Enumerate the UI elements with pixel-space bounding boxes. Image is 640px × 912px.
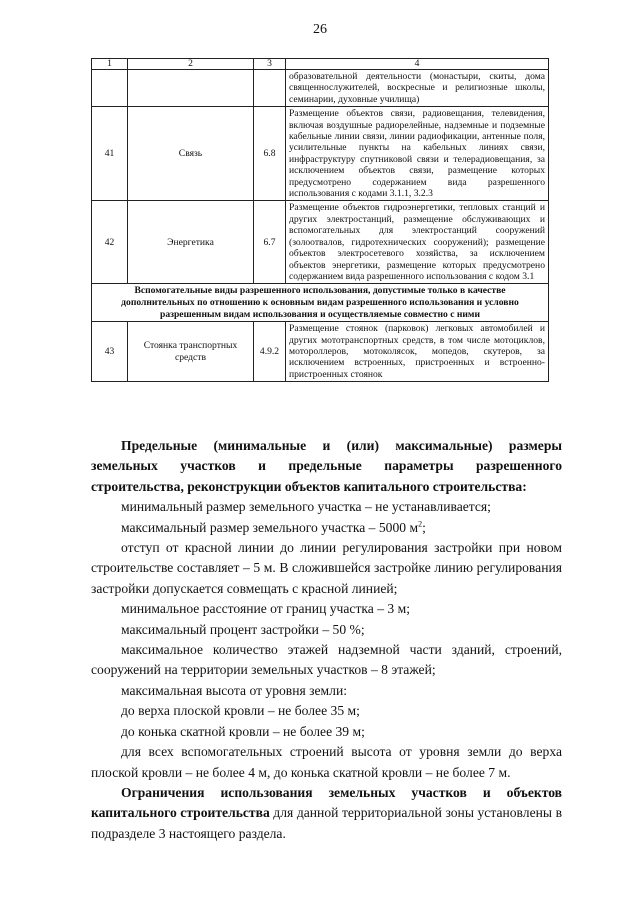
area-unit-superscript: 2: [418, 519, 423, 529]
restrictions-heading: Ограничения использования земельных участков и объектов капитального строительства: [91, 784, 562, 821]
table-row: [92, 201, 549, 284]
row-use-type: Энергетика: [128, 201, 254, 284]
pitched-roof-text: до конька скатной кровли – не более 39 м;: [121, 723, 365, 739]
table-row: [92, 107, 549, 201]
max-floors-text: максимальное количество этажей надземной части зданий, строений, сооружений на территории земельных участков – 8 этажей;: [91, 642, 562, 678]
row-code: 6.8: [254, 107, 286, 201]
row-description: Размещение объектов гидроэнергетики, тепловых станций и других электростанций, размещение обслуживающих и вспомогательных для электростанций сооружений (золоотвалов, гидротехнических сооружений); размещение объектов электросетевого хозяйства, за исключением объектов энергетики, размещение которых предусмотрено содержанием вида разрешенного использования с кодом 3.1: [286, 201, 549, 284]
aux-buildings-text: для всех вспомогательных строений высота от уровня земли до верха плоской кровли – не более 4 м, до конька скатной кровли – не более 7 м.: [91, 744, 562, 780]
land-use-table: [91, 58, 549, 382]
row-number: 42: [92, 201, 128, 284]
setback-text: отступ от красной линии до линии регулирования застройки при новом строительстве составляет – 5 м. В сложившейся застройке линию регулирования застройки допускается совмещать с красной линией;: [91, 540, 562, 596]
restrictions-text: [91, 783, 562, 844]
flat-roof-text: до верха плоской кровли – не более 35 м;: [121, 703, 360, 719]
table-row: [92, 322, 549, 382]
max-area-value: максимальный размер земельного участка – 5000 м: [121, 519, 419, 535]
row-description: Размещение объектов связи, радиовещания, телевидения, включая воздушные радиорелейные, надземные и подземные кабельные линии связи, линии радиофикации, антенные поля, усилительные пункты на кабельных линиях связи, инфраструктуру спутниковой связи и телерадиовещания, за исключением объектов связи, размещение которых предусмотрено содержанием вида разрешенного использования с кодами 3.1.1, 3.2.3: [286, 107, 549, 201]
row-number: 41: [92, 107, 128, 201]
parameters-heading: Предельные (минимальные и (или) максимальные) размеры земельных участков и предельные параметры разрешенного строительства, реконструкции объектов капитального строительства:: [91, 438, 562, 494]
header-cell: 4: [286, 59, 549, 70]
row-use-type: Связь: [128, 107, 254, 201]
min-area-text: минимальный размер земельного участка – не устанавливается;: [121, 499, 491, 515]
header-cell: 1: [92, 59, 128, 70]
header-cell: 2: [128, 59, 254, 70]
row-code: 6.7: [254, 201, 286, 284]
section-heading: Вспомогательные виды разрешенного использования, допустимые только в качестве дополнительных по отношению к основным видам разрешенного использования и условно разрешенным видам использования и осуществляемые совместно с ними: [92, 284, 549, 322]
row-description: Размещение стоянок (парковок) легковых автомобилей и других мототранспортных средств, в том числе мотоциклов, мотороллеров, мотоколясок, мопедов, скутеров, за исключением встроенных, пристроенных и встроенно-пристроенных стоянок: [286, 322, 549, 382]
table-row-continuation: [92, 70, 549, 107]
table-header-row: [92, 59, 549, 70]
section-heading-row: [92, 284, 549, 322]
row-code: 4.9.2: [254, 322, 286, 382]
max-height-text: максимальная высота от уровня земли:: [121, 682, 347, 698]
row-description: образовательной деятельности (монастыри, скиты, дома священнослужителей, воскресные и религиозные школы, семинарии, духовные училища): [286, 70, 549, 107]
restrictions-body: для данной территориальной зоны установлены в подразделе 3 настоящего раздела.: [91, 805, 562, 841]
min-distance-text: минимальное расстояние от границ участка – 3 м;: [121, 601, 410, 617]
header-cell: 3: [254, 59, 286, 70]
page-number: 26: [313, 22, 327, 37]
row-use-type: Стоянка транспортных средств: [128, 322, 254, 382]
max-coverage-text: максимальный процент застройки – 50 %;: [121, 621, 365, 637]
row-number: 43: [92, 322, 128, 382]
max-area-text: [91, 518, 562, 538]
max-area-end: ;: [422, 519, 426, 535]
document-body: [91, 436, 562, 844]
